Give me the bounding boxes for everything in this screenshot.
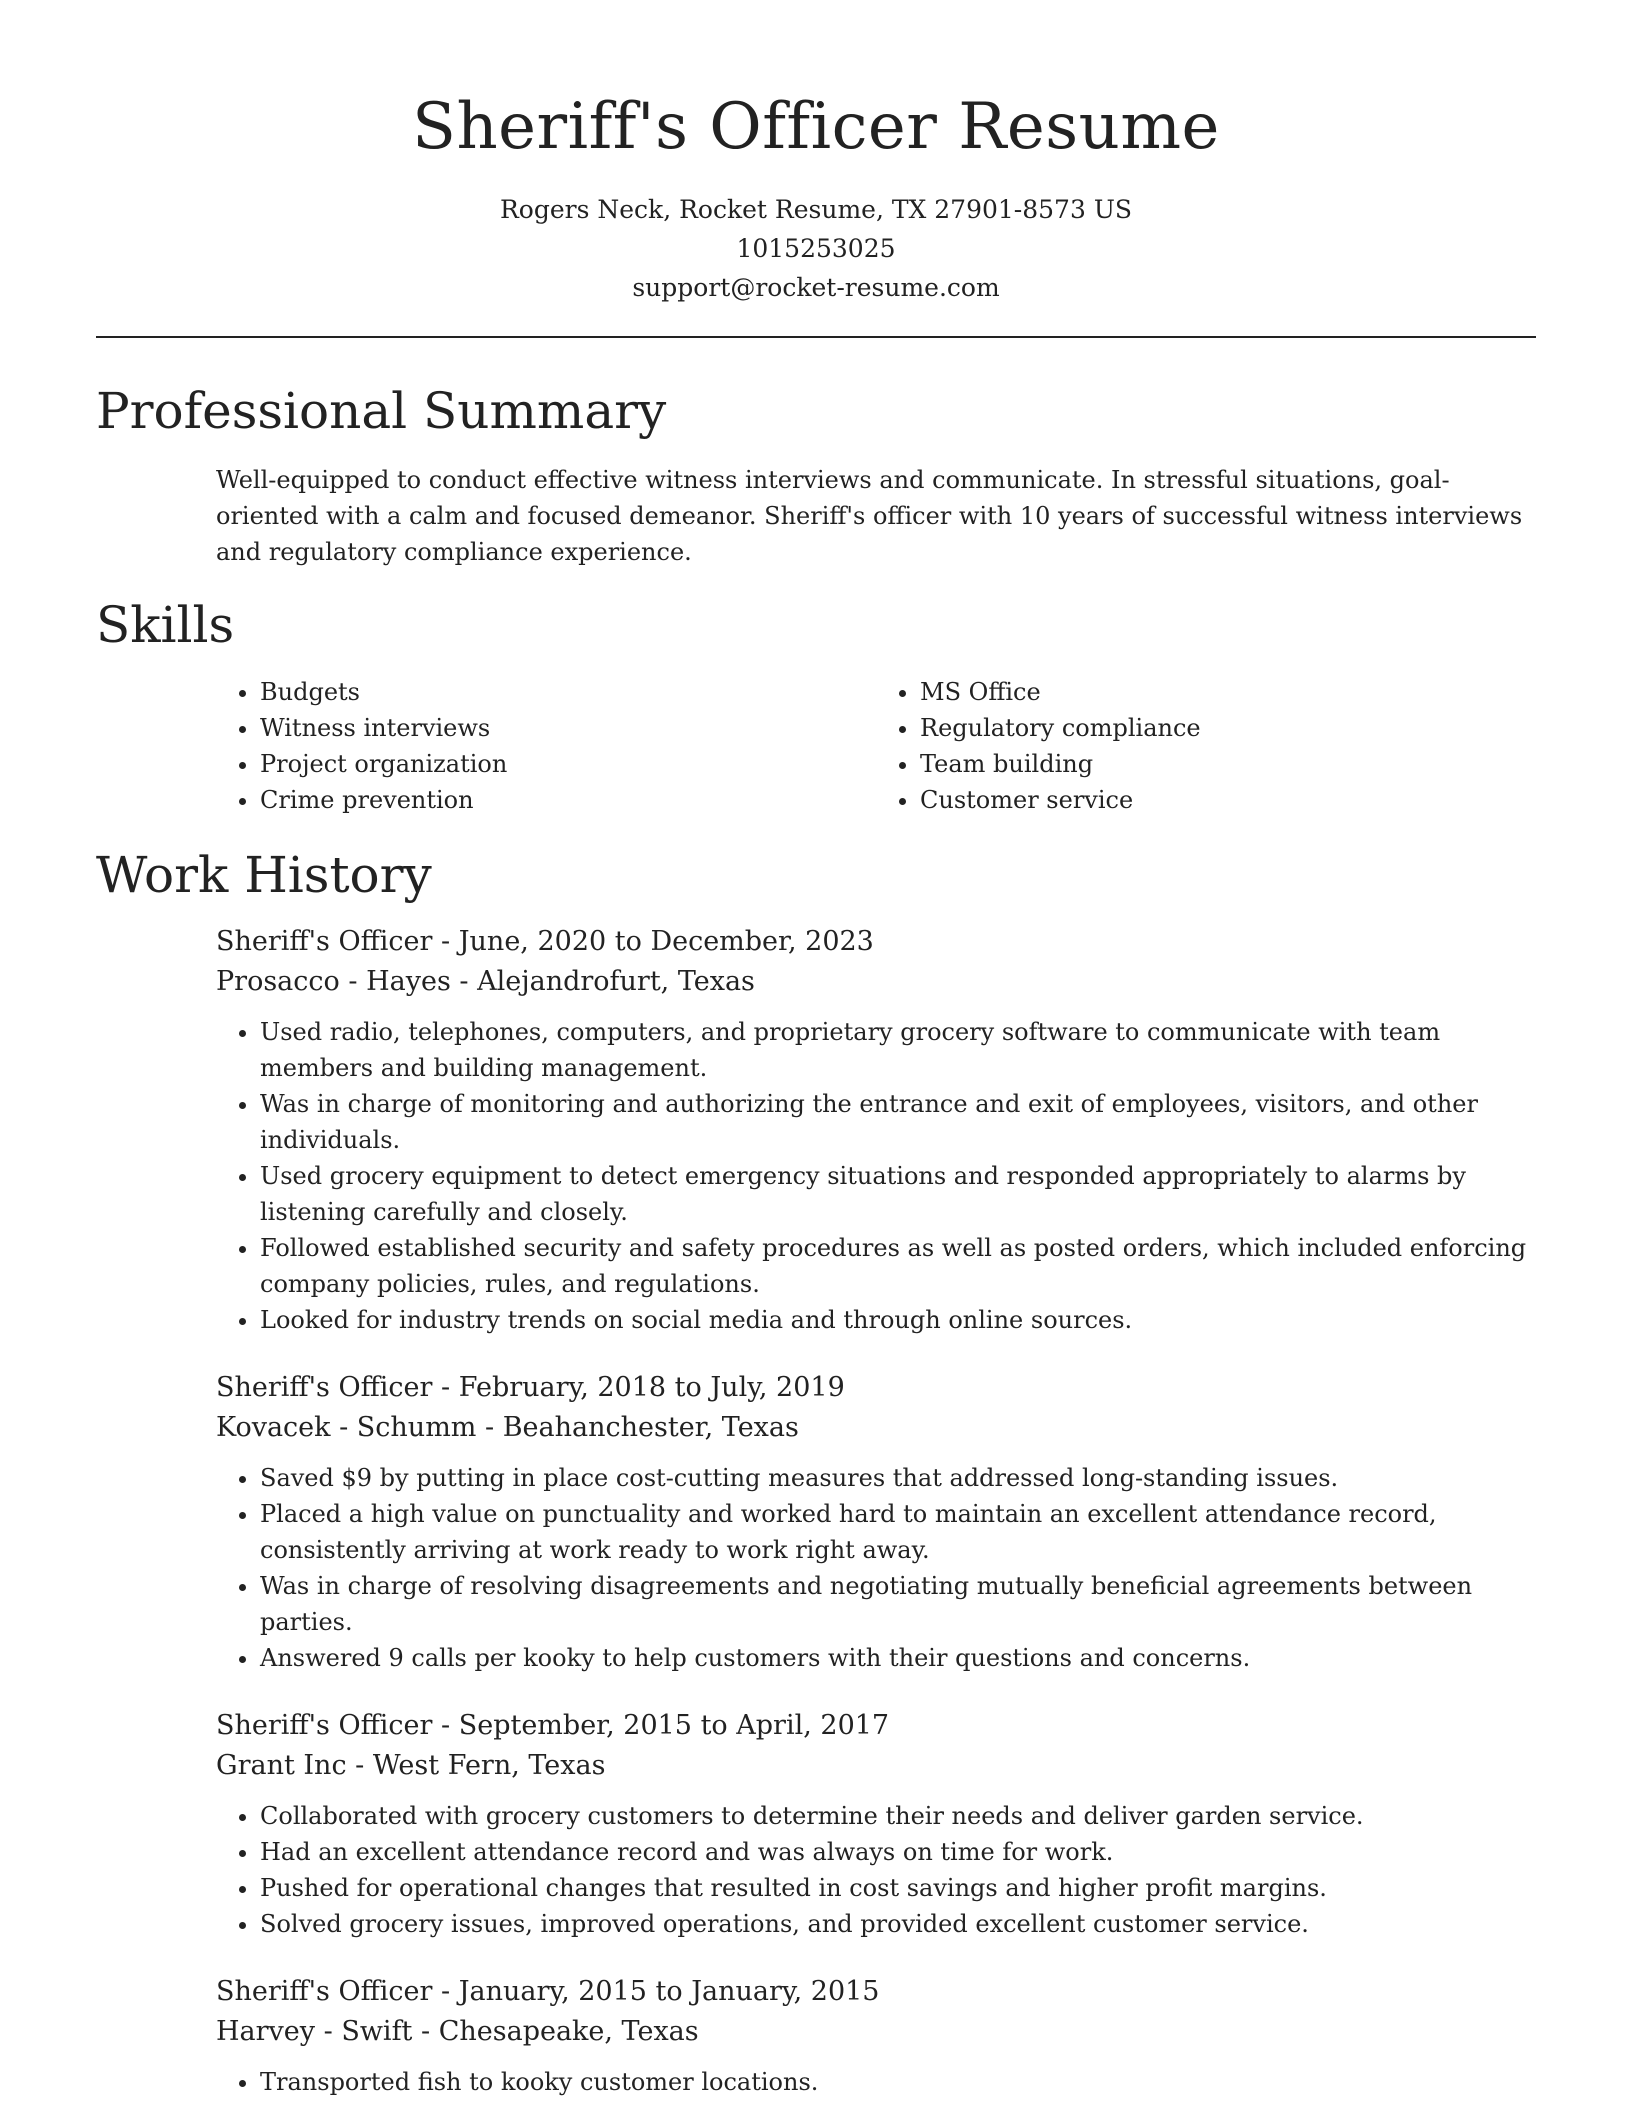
job-duty: • Placed a high value on punctuality and worked hard to maintain an excellent attendance record, consistently arriving at work ready to work right away. <box>260 1496 1536 1568</box>
job-duty: • Pushed for operational changes that resulted in cost savings and higher profit margins. <box>260 1870 1536 1906</box>
job-duties <box>216 1460 1536 1676</box>
job-company: Grant Inc <box>216 1750 347 1781</box>
job-title: Sheriff's Officer <box>216 1372 433 1403</box>
skill-item: • Budgets <box>260 674 876 710</box>
job-company-line: Grant Inc - West Fern, Texas <box>216 1750 606 1781</box>
summary-text: Well-equipped to conduct effective witness interviews and communicate. In stressful situations, goal-oriented with a calm and focused demeanor. Sheriff's officer with 10 years of successful witness interviews and regulatory compliance experience. <box>216 466 1523 566</box>
job-duty: • Answered 9 calls per kooky to help customers with their questions and concerns. <box>260 1640 1536 1676</box>
job-duty: • Solved grocery issues, improved operations, and provided excellent customer service. <box>260 1906 1536 1942</box>
skill-item: • Regulatory compliance <box>920 710 1536 746</box>
job-location: Chesapeake, Texas <box>438 2016 699 2047</box>
address: Rogers Neck, Rocket Resume, TX 27901-8573 US <box>499 195 1133 224</box>
job-entry <box>216 922 1536 1338</box>
job-duty: • Was in charge of resolving disagreements and negotiating mutually beneficial agreements between parties. <box>260 1568 1536 1640</box>
job-location: West Fern, Texas <box>372 1750 606 1781</box>
resume-header <box>96 0 1536 307</box>
job-duties <box>216 1798 1536 1942</box>
job-duty: • Collaborated with grocery customers to determine their needs and deliver garden service. <box>260 1798 1536 1834</box>
job-entry <box>216 1972 1536 2100</box>
job-title-line: Sheriff's Officer - January, 2015 to January, 2015 <box>216 1976 880 2007</box>
job-dates: January, 2015 to January, 2015 <box>458 1976 880 2007</box>
job-dates: June, 2020 to December, 2023 <box>458 926 874 957</box>
job-duties <box>216 2064 1536 2100</box>
job-entry <box>216 1706 1536 1942</box>
skill-item: • MS Office <box>920 674 1536 710</box>
job-duty: • Had an excellent attendance record and was always on time for work. <box>260 1834 1536 1870</box>
job-company: Harvey - Swift <box>216 2016 413 2047</box>
job-duty: • Was in charge of monitoring and authorizing the entrance and exit of employees, visitors, and other individuals. <box>260 1086 1536 1158</box>
skills-list <box>216 674 1536 818</box>
job-title: Sheriff's Officer <box>216 1710 433 1741</box>
work-history-heading: Work History <box>96 846 432 904</box>
job-duty: • Used radio, telephones, computers, and proprietary grocery software to communicate with team members and building management. <box>260 1014 1536 1086</box>
job-duty: • Used grocery equipment to detect emergency situations and responded appropriately to alarms by listening carefully and closely. <box>260 1158 1536 1230</box>
job-dates: September, 2015 to April, 2017 <box>458 1710 890 1741</box>
job-location: Alejandrofurt, Texas <box>477 966 755 997</box>
job-title-line: Sheriff's Officer - September, 2015 to April, 2017 <box>216 1710 890 1741</box>
skills-column-right <box>876 674 1536 818</box>
skills-section <box>96 590 1536 818</box>
job-company-line: Prosacco - Hayes - Alejandrofurt, Texas <box>216 966 755 997</box>
job-duties <box>216 1014 1536 1338</box>
job-duty: • Transported fish to kooky customer locations. <box>260 2064 1536 2100</box>
job-duty: • Followed established security and safety procedures as well as posted orders, which included enforcing company policies, rules, and regulations. <box>260 1230 1536 1302</box>
skills-heading: Skills <box>96 596 235 654</box>
work-history-section <box>96 840 1536 2100</box>
skill-item: • Team building <box>920 746 1536 782</box>
job-location: Beahanchester, Texas <box>502 1412 799 1443</box>
skill-item: • Witness interviews <box>260 710 876 746</box>
job-company-line: Harvey - Swift - Chesapeake, Texas <box>216 2016 699 2047</box>
job-dates: February, 2018 to July, 2019 <box>458 1372 845 1403</box>
header-divider <box>96 336 1536 338</box>
job-company-line: Kovacek - Schumm - Beahanchester, Texas <box>216 1412 799 1443</box>
skills-column-left <box>216 674 876 818</box>
resume-page <box>96 0 1536 2100</box>
skill-item: • Customer service <box>920 782 1536 818</box>
job-title: Sheriff's Officer <box>216 926 433 957</box>
email: support@rocket-resume.com <box>632 273 1000 302</box>
job-title-line: Sheriff's Officer - February, 2018 to July, 2019 <box>216 1372 845 1403</box>
job-company: Prosacco - Hayes <box>216 966 451 997</box>
phone: 1015253025 <box>736 234 896 263</box>
skill-item: • Crime prevention <box>260 782 876 818</box>
job-company: Kovacek - Schumm <box>216 1412 477 1443</box>
summary-section <box>96 376 1536 570</box>
job-duty: • Saved $9 by putting in place cost-cutting measures that addressed long-standing issues. <box>260 1460 1536 1496</box>
contact-info <box>96 190 1536 307</box>
resume-title: Sheriff's Officer Resume <box>412 90 1220 164</box>
summary-heading: Professional Summary <box>96 382 667 440</box>
job-entry <box>216 1368 1536 1676</box>
job-title: Sheriff's Officer <box>216 1976 433 2007</box>
job-duty: • Looked for industry trends on social media and through online sources. <box>260 1302 1536 1338</box>
skill-item: • Project organization <box>260 746 876 782</box>
job-title-line: Sheriff's Officer - June, 2020 to December, 2023 <box>216 926 874 957</box>
